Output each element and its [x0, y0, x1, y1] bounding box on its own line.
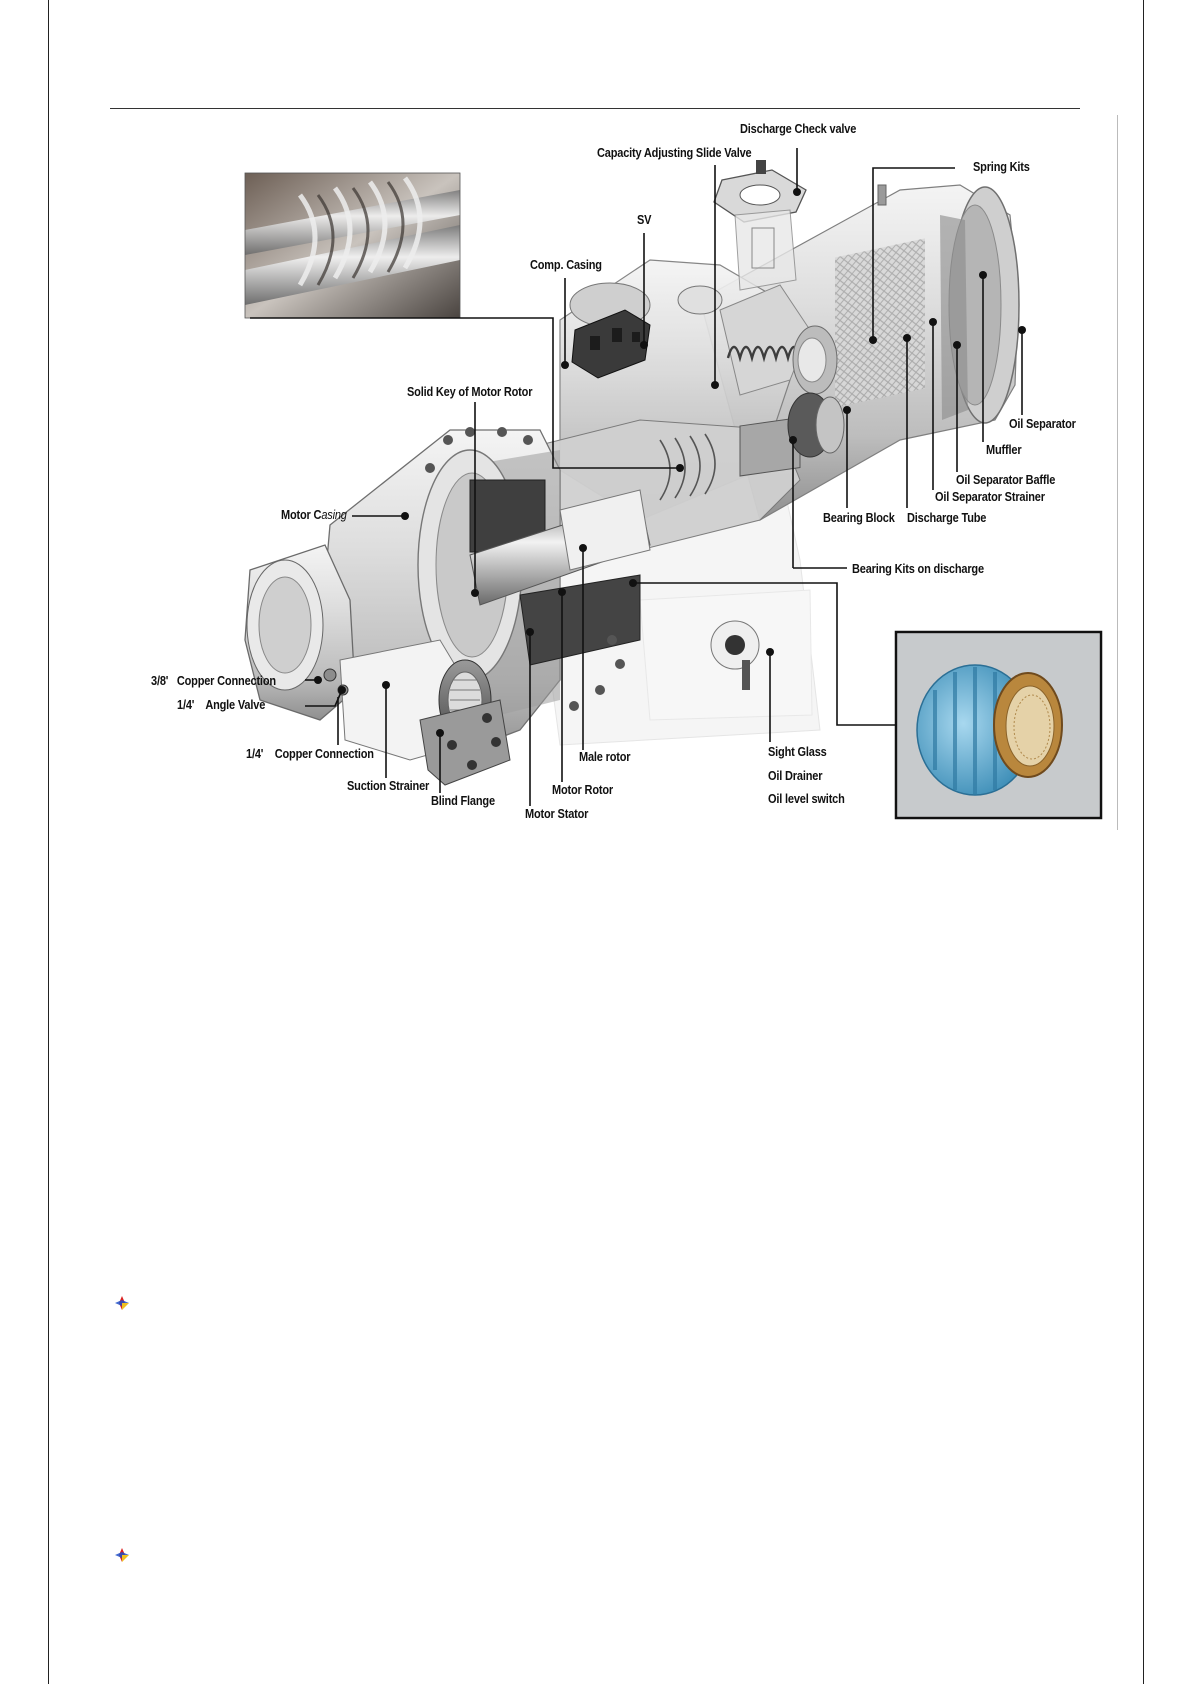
label-motor-casing-part2: asing: [321, 508, 347, 522]
label-discharge-tube: Discharge Tube: [907, 511, 987, 525]
label-sv: SV: [637, 213, 652, 227]
label-suction-strainer: Suction Strainer: [347, 779, 430, 793]
label-male-rotor: Male rotor: [579, 750, 631, 764]
diamond-bullet-icon: [114, 1547, 130, 1563]
label-oil-drainer: Oil Drainer: [768, 769, 823, 783]
label-spring-kits: Spring Kits: [973, 160, 1030, 174]
label-copper-connection-38: 3/8' Copper Connection: [151, 674, 276, 688]
label-oil-separator-baffle: Oil Separator Baffle: [956, 473, 1056, 487]
label-comp-casing: Comp. Casing: [530, 258, 602, 272]
label-bearing-kits: Bearing Kits on discharge: [852, 562, 984, 576]
label-bearing-block: Bearing Block: [823, 511, 895, 525]
screw-rotor-inset-photo: [245, 173, 460, 318]
label-sight-glass: Sight Glass: [768, 745, 827, 759]
label-motor-casing: [281, 508, 347, 522]
diamond-bullet-icon: [114, 1295, 130, 1311]
label-solid-key: Solid Key of Motor Rotor: [407, 385, 533, 399]
label-motor-rotor: Motor Rotor: [552, 783, 613, 797]
label-blind-flange: Blind Flange: [431, 794, 495, 808]
label-discharge-check-valve: Discharge Check valve: [740, 122, 857, 136]
label-oil-level-switch: Oil level switch: [768, 792, 845, 806]
label-copper-connection-14: 1/4' Copper Connection: [246, 747, 374, 761]
label-capacity-slide-valve: Capacity Adjusting Slide Valve: [597, 146, 752, 160]
label-motor-stator: Motor Stator: [525, 807, 589, 821]
label-oil-separator-strainer: Oil Separator Strainer: [935, 490, 1045, 504]
label-angle-valve: 1/4' Angle Valve: [177, 698, 266, 712]
label-oil-separator: Oil Separator: [1009, 417, 1076, 431]
bearing-inset-photo: [896, 632, 1101, 818]
label-motor-casing-part1: Motor C: [281, 508, 322, 522]
label-muffler: Muffler: [986, 443, 1022, 457]
